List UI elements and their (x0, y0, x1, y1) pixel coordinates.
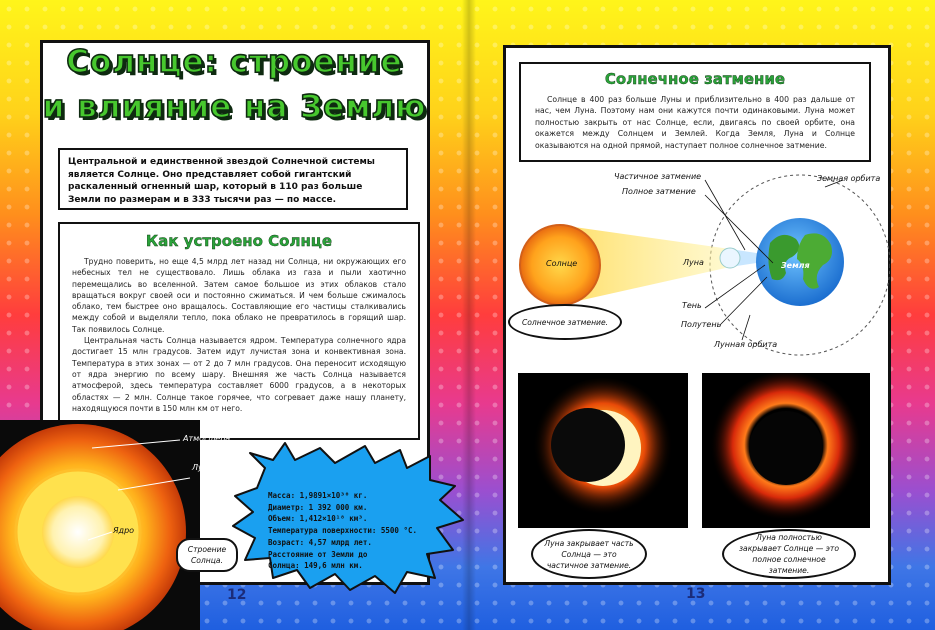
page-title (42, 40, 427, 130)
label-earth: Земля (781, 261, 810, 270)
section-title: Как устроено Солнце (145, 232, 333, 250)
fact-item: Объем: 1,412×10¹⁸ км³. (268, 514, 368, 524)
structure-bubble-line2: Солнца. (190, 556, 223, 565)
total-eclipse-caption: Луна полностью закрывает Солнце — это полное солнечное затмение. (722, 529, 856, 579)
sun-structure-section (58, 222, 420, 440)
label-core: Ядро (113, 526, 135, 535)
eclipse-text: Солнце в 400 раз больше Луны и приблизительно в 400 раз дальше от нас, чем Луна. Поэтому нам они кажутся почти одинаковыми. Луна может полностью закрыть от нас Солнце, если, двигаясь по своей орбите, она окажется между Солнцем и Землей. Когда Земля, Луна и Солнце оказываются на одной прямой, наступает полное солнечное затмение. (535, 95, 855, 150)
paragraph: Трудно поверить, но еще 4,5 млрд лет назад ни Солнца, ни окружающих его небесных тел не существовало. Лишь облака из газа и пыли хаотично перемещались во вселенной. Затем самое большое из этих облаков стало вращаться вокруг своей оси и постоянно сжиматься. И чем больше сжималось облако, тем быстрее оно вращалось. Составляющие его частицы сталкивались между собой и выделяли тепло, пока облако не превратилось в горящий шар. Так появилось Солнце. (72, 257, 406, 334)
total-eclipse-photo (702, 373, 870, 528)
title-line-2: и влияние на Землю (42, 89, 427, 125)
label-partial-eclipse: Частичное затмение (614, 172, 702, 181)
label-earth-orbit: Земная орбита (817, 174, 881, 183)
page-number-left: 12 (227, 587, 247, 603)
fact-item: Возраст: 4,57 млрд лет. (268, 537, 372, 547)
fact-item: Температура поверхности: 5500 °С. (268, 526, 418, 536)
label-total-eclipse: Полное затмение (622, 187, 696, 196)
label-lunar-orbit: Лунная орбита (714, 340, 778, 349)
page-number-right: 13 (686, 586, 706, 602)
label-shadow: Тень (682, 301, 702, 310)
fact-item: Масса: 1,9891×10³⁰ кг. (268, 491, 368, 500)
section-title: Солнечное затмение (604, 70, 786, 88)
label-atmosphere: Атмосфера (183, 434, 231, 443)
partial-eclipse-photo (518, 373, 688, 528)
eclipse-text-box (519, 62, 871, 162)
fact-item: Солнца: 149,6 млн км. (268, 561, 363, 571)
label-moon: Луна (683, 258, 704, 267)
intro-text: Центральной и единственной звездой Солнечной системы является Солнце. Оно представляет собой гигантский раскаленный огненный шар, который в 110 раз больше Земли по размерам и в 333 тысячи раз — по массе. (58, 148, 408, 210)
title-line-1: Солнце: строение (66, 44, 403, 80)
moon-diagram (720, 248, 740, 268)
label-sun: Солнце (546, 259, 578, 268)
diagram-bubble: Солнечное затмение. (508, 304, 622, 340)
paragraph: Центральная часть Солнца называется ядром. Температура солнечного ядра достигает 15 млн градусов. Затем идут лучистая зона и конвективная зона. Температура в этих зонах — от 2 до 7 млн градусов. Она переносит исходящую от ядра энергию по всему шару. Внешняя же часть Солнца называется атмосферой, здесь температура составляет 6000 градусов, а в некоторых областях — 2 млн. Солнце такое горячее, что согревает даже нашу планету, находящуюся почти в 150 млн км от него. (72, 336, 406, 413)
sun-cross-section-illustration (0, 420, 260, 630)
structure-bubble-line1: Строение (187, 545, 227, 554)
fact-item: Расстояние от Земли до (268, 549, 368, 559)
partial-eclipse-caption: Луна закрывает часть Солнца — это частичное затмение. (531, 529, 647, 579)
fact-item: Диаметр: 1 392 000 км. (268, 502, 368, 512)
label-radiant-line2: зона (202, 472, 222, 481)
label-radiant-line1: Лучистая (192, 463, 232, 472)
facts-list (268, 490, 458, 572)
section-body (60, 256, 418, 414)
label-penumbra: Полутень (681, 320, 722, 329)
sun-core (42, 496, 114, 568)
